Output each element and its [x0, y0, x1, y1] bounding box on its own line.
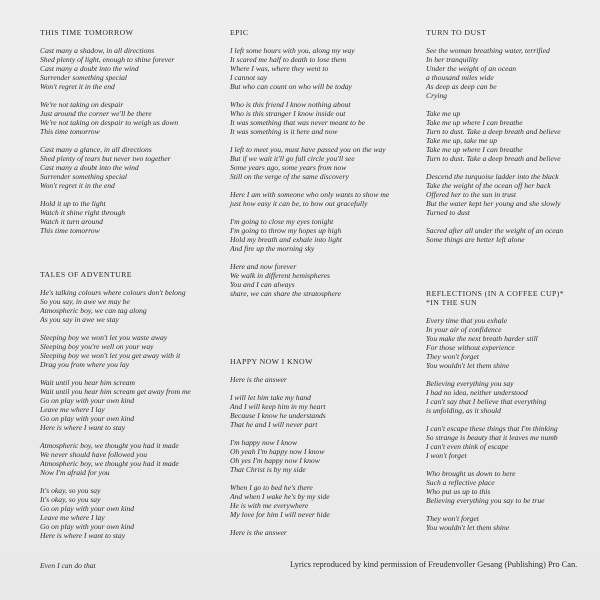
- lyric-line: Where I was, where they went to: [230, 64, 329, 73]
- lyric-line: Drag you from where you lay: [40, 360, 130, 369]
- lyric-line: Here is the answer: [230, 375, 287, 384]
- lyric-line: And I will keep him in my heart: [230, 402, 326, 411]
- lyric-line: Sleeping boy you're well on your way: [40, 342, 154, 351]
- lyric-line: But who can count on who will be today: [230, 82, 352, 91]
- lyric-line: Won't regret it in the end: [40, 82, 115, 91]
- lyric-line: It scared me half to death to lose them: [230, 55, 347, 64]
- lyric-line: Cast many a shadow, in all directions: [40, 46, 155, 55]
- lyric-line: I left to meet you, must have passed you on the way: [230, 145, 386, 154]
- lyric-line: Who put us up to this: [426, 487, 491, 496]
- lyric-line: I can't even think of escape: [426, 442, 509, 451]
- stanza: [426, 514, 598, 532]
- lyric-line: In her tranquility: [426, 55, 479, 64]
- lyric-line: He's talking colours where colours don't belong: [40, 288, 186, 297]
- lyric-line: Shed plenty of tears but never two together: [40, 154, 171, 163]
- lyric-line: Offered her to the sun in trust: [426, 190, 516, 199]
- lyric-line: Cast many a doubt into the wind: [40, 163, 139, 172]
- lyric-line: Cast many a doubt into the wind: [40, 64, 139, 73]
- song-title: [426, 289, 598, 307]
- song-title: [40, 28, 220, 37]
- lyric-line: So you say, in awe we may be: [40, 297, 130, 306]
- lyric-line: Shed plenty of light, enough to shine forever: [40, 55, 175, 64]
- stanza: [40, 145, 220, 190]
- lyric-line: They won't forget: [426, 514, 479, 523]
- lyric-line: It was something is it here and now: [230, 127, 338, 136]
- lyric-line: Watch it turn around: [40, 217, 103, 226]
- lyric-line: Here is where I want to stay: [40, 531, 126, 540]
- lyric-line: Crying: [426, 91, 448, 100]
- stanza: [40, 486, 220, 540]
- lyric-line: We walk in different hemispheres: [230, 271, 330, 280]
- lyric-line: Leave me where I lay: [40, 513, 105, 522]
- lyric-line: In your air of confidence: [426, 325, 502, 334]
- lyric-line: As you say in awe we stay: [40, 315, 119, 324]
- lyric-line: And fire up the morning sky: [230, 244, 315, 253]
- lyric-line: You make the next breath harder still: [426, 334, 538, 343]
- lyric-line: Now I'm afraid for you: [40, 468, 110, 477]
- stanza: [230, 528, 410, 537]
- lyric-line: We never should have followed you: [40, 450, 148, 459]
- lyric-line: Some things are better left alone: [426, 235, 525, 244]
- stanza: [230, 46, 410, 91]
- lyric-line: I can't say that I believe that everything: [426, 397, 547, 406]
- lyric-line: Go on play with your own kind: [40, 522, 135, 531]
- lyric-line: Hold it up to the light: [40, 199, 106, 208]
- lyric-line: Surrender something special: [40, 172, 128, 181]
- lyric-line: I'm going to close my eyes tonight: [230, 217, 334, 226]
- stanza: [426, 379, 598, 415]
- stanza: [230, 262, 410, 298]
- song-title: [426, 28, 598, 37]
- lyric-line: Sacred after all under the weight of an ocean: [426, 226, 564, 235]
- stanza: [40, 441, 220, 477]
- stanza: [426, 424, 598, 460]
- lyric-line: Hold my breath and exhale into light: [230, 235, 342, 244]
- lyric-line: Take me up: [426, 109, 461, 118]
- lyric-line: Take me up where I can breathe: [426, 145, 523, 154]
- stanza: [426, 172, 598, 217]
- song: [426, 28, 598, 253]
- lyric-line: I had no idea, neither understood: [426, 388, 528, 397]
- lyric-line: That Christ is by my side: [230, 465, 306, 474]
- lyric-line: Take me up where I can breathe: [426, 118, 523, 127]
- lyric-line: I left some hours with you, along my way: [230, 46, 355, 55]
- stanza: [40, 100, 220, 136]
- song-title-line: REFLECTIONS (IN A COFFEE CUP)*: [426, 289, 565, 298]
- lyric-line: They won't forget: [426, 352, 479, 361]
- lyric-line: Go on play with your own kind: [40, 396, 135, 405]
- lyric-line: Because I know he understands: [230, 411, 326, 420]
- lyric-line: Oh yeah I'm happy now I know: [230, 447, 325, 456]
- song: [40, 28, 220, 244]
- lyric-line: Who is this stranger I know inside out: [230, 109, 346, 118]
- lyric-line: You wouldn't let them shine: [426, 523, 510, 532]
- song: [426, 289, 598, 541]
- lyric-line: Wait until you hear him scream: [40, 378, 135, 387]
- lyric-line: Watch it shine right through: [40, 208, 126, 217]
- stanza: [230, 438, 410, 474]
- stanza: [40, 378, 220, 432]
- song-title-line: *IN THE SUN: [426, 298, 478, 307]
- lyric-line: Just around the corner we'll be there: [40, 109, 152, 118]
- lyric-line: See the woman breathing water, terrified: [426, 46, 550, 55]
- lyric-line: Here is where I want to stay: [40, 423, 126, 432]
- lyric-line: And when I wake he's by my side: [230, 492, 330, 501]
- stanza: [230, 483, 410, 519]
- lyric-line: Some years ago, some years from now: [230, 163, 347, 172]
- stanza: [40, 199, 220, 235]
- song: [230, 357, 410, 546]
- lyric-line: is unfolding, as it should: [426, 406, 501, 415]
- footer-line: Even I can do that: [40, 561, 96, 570]
- song-title: [230, 357, 410, 366]
- stanza: [426, 226, 598, 244]
- stanza: [230, 375, 410, 384]
- lyric-line: Sleeping boy we won't let you waste away: [40, 333, 168, 342]
- lyric-line: Turn to dust. Take a deep breath and believe: [426, 154, 561, 163]
- lyric-line: Leave me where I lay: [40, 405, 105, 414]
- lyric-line: share, we can share the stratosphere: [230, 289, 341, 298]
- lyric-line: For those without experience: [426, 343, 515, 352]
- lyric-line: We're not taking on despair to weigh us down: [40, 118, 179, 127]
- lyric-line: You and I can always: [230, 280, 295, 289]
- lyric-line: Wait until you hear him scream get away from me: [40, 387, 191, 396]
- lyric-line: Take the weight of the ocean off her back: [426, 181, 551, 190]
- song-title: [40, 270, 220, 279]
- lyric-line: Here I am with someone who only wants to show me: [230, 190, 390, 199]
- lyric-line: Turned to dust: [426, 208, 470, 217]
- lyric-line: just how easy it can be, to bow out gracefully: [230, 199, 368, 208]
- stanza: [426, 46, 598, 100]
- song-title-line: TURN TO DUST: [426, 28, 487, 37]
- lyric-line: I cannot say: [230, 73, 268, 82]
- lyric-line: I can't escape these things that I'm thinking: [426, 424, 558, 433]
- song-title-line: EPIC: [230, 28, 249, 37]
- lyric-line: a thousand miles wide: [426, 73, 494, 82]
- lyric-line: Descend the turquoise ladder into the black: [426, 172, 559, 181]
- lyric-line: When I go to bed he's there: [230, 483, 313, 492]
- lyric-line: This time tomorrow: [40, 226, 100, 235]
- song: [40, 270, 220, 549]
- lyric-line: I'm going to throw my hopes up high: [230, 226, 342, 235]
- lyric-line: It's okay, so you say: [40, 495, 101, 504]
- lyric-line: Oh yes I'm happy now I know: [230, 456, 320, 465]
- lyric-line: Surrender something special: [40, 73, 128, 82]
- lyric-line: Go on play with your own kind: [40, 414, 135, 423]
- lyric-line: Who brought us down to here: [426, 469, 516, 478]
- lyric-line: He is with me everywhere: [230, 501, 309, 510]
- lyric-line: I won't forget: [426, 451, 467, 460]
- lyric-line: My love for him I will never hide: [230, 510, 330, 519]
- lyric-line: Atmospheric boy, we can tag along: [40, 306, 147, 315]
- lyric-line: Here is the answer: [230, 528, 287, 537]
- lyric-line: Take me up, take me up: [426, 136, 497, 145]
- stanza: [40, 46, 220, 91]
- lyric-line: I'm happy now I know: [230, 438, 298, 447]
- lyric-line: Such a reflective place: [426, 478, 495, 487]
- song-title-line: HAPPY NOW I KNOW: [230, 357, 313, 366]
- stanza: [230, 100, 410, 136]
- stanza: [230, 217, 410, 253]
- lyric-line: We're not taking on despair: [40, 100, 124, 109]
- lyric-line: Believing everything you say: [426, 379, 514, 388]
- stanza: [426, 109, 598, 163]
- lyric-line: Under the weight of an ocean: [426, 64, 517, 73]
- lyric-line: As deep as deep can be: [426, 82, 497, 91]
- song-title-line: THIS TIME TOMORROW: [40, 28, 134, 37]
- lyric-line: Won't regret it in the end: [40, 181, 115, 190]
- lyric-line: Turn to dust. Take a deep breath and believe: [426, 127, 561, 136]
- stanza: [230, 393, 410, 429]
- stanza: [230, 145, 410, 181]
- lyric-line: Believing everything you say to be true: [426, 496, 545, 505]
- stanza: [426, 316, 598, 370]
- lyric-line: Go on play with your own kind: [40, 504, 135, 513]
- song: [230, 28, 410, 307]
- lyric-line: So strange is beauty that it leaves me numb: [426, 433, 558, 442]
- stanza: [40, 333, 220, 369]
- stanza: [426, 469, 598, 505]
- lyric-line: It's okay, so you say: [40, 486, 101, 495]
- lyric-line: You wouldn't let them shine: [426, 361, 510, 370]
- lyric-line: This time tomorrow: [40, 127, 100, 136]
- lyric-line: That he and I will never part: [230, 420, 318, 429]
- lyric-line: But the water kept her young and she slowly: [426, 199, 561, 208]
- song-title-line: TALES OF ADVENTURE: [40, 270, 132, 279]
- lyric-line: Atmospheric boy, we thought you had it made: [40, 441, 179, 450]
- publishing-credit: Lyrics reproduced by kind permission of Freudenvoller Gesang (Publishing) Pro Can.: [290, 560, 578, 569]
- lyric-line: Atmospheric boy, we thought you had it made: [40, 459, 179, 468]
- lyric-line: Cast many a glance, in all directions: [40, 145, 152, 154]
- lyric-line: Still on the verge of the same discovery: [230, 172, 349, 181]
- stanza: [230, 190, 410, 208]
- lyric-line: Who is this friend I know nothing about: [230, 100, 351, 109]
- lyric-line: Every time that you exhale: [426, 316, 507, 325]
- lyric-line: It was something that was never meant to be: [230, 118, 365, 127]
- lyric-line: Sleeping boy we won't let you get away with it: [40, 351, 181, 360]
- lyric-line: But if we wait it'll go full circle you'll see: [230, 154, 355, 163]
- lyric-line: Here and now forever: [230, 262, 297, 271]
- lyric-line: I will let him take my hand: [230, 393, 311, 402]
- song-title: [230, 28, 410, 37]
- stanza: [40, 288, 220, 324]
